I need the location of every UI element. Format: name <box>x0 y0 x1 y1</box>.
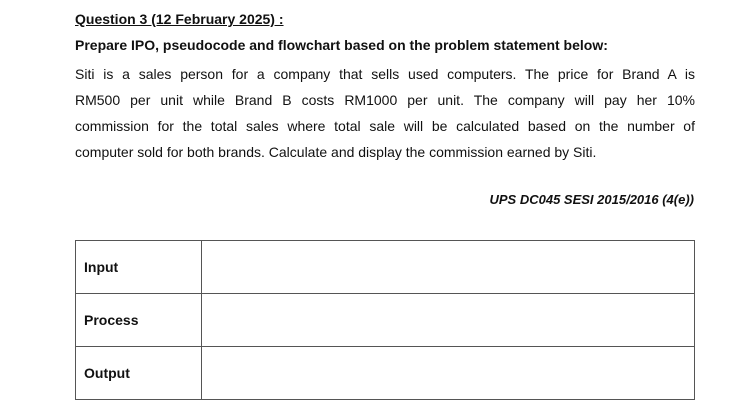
source-reference: UPS DC045 SESI 2015/2016 (4(e)) <box>489 192 694 207</box>
problem-line: RM500 per unit while Brand B costs RM1000 per unit. The company will pay her 10% <box>75 92 695 108</box>
ipo-label-input: Input <box>76 241 202 294</box>
ipo-value-process[interactable] <box>202 294 695 347</box>
ipo-label-process: Process <box>76 294 202 347</box>
ipo-table <box>75 240 695 400</box>
ipo-value-output[interactable] <box>202 347 695 400</box>
problem-line: commission for the total sales where total sale will be calculated based on the number of <box>75 118 695 134</box>
ipo-row-output <box>76 347 695 400</box>
problem-line: Siti is a sales person for a company that sells used computers. The price for Brand A is <box>75 66 695 82</box>
question-title: Question 3 (12 February 2025) : <box>75 11 284 27</box>
problem-line: computer sold for both brands. Calculate and display the commission earned by Siti. <box>75 144 597 160</box>
ipo-row-process <box>76 294 695 347</box>
ipo-value-input[interactable] <box>202 241 695 294</box>
question-instruction: Prepare IPO, pseudocode and flowchart based on the problem statement below: <box>75 37 608 53</box>
ipo-label-output: Output <box>76 347 202 400</box>
problem-statement <box>75 61 695 165</box>
ipo-row-input <box>76 241 695 294</box>
